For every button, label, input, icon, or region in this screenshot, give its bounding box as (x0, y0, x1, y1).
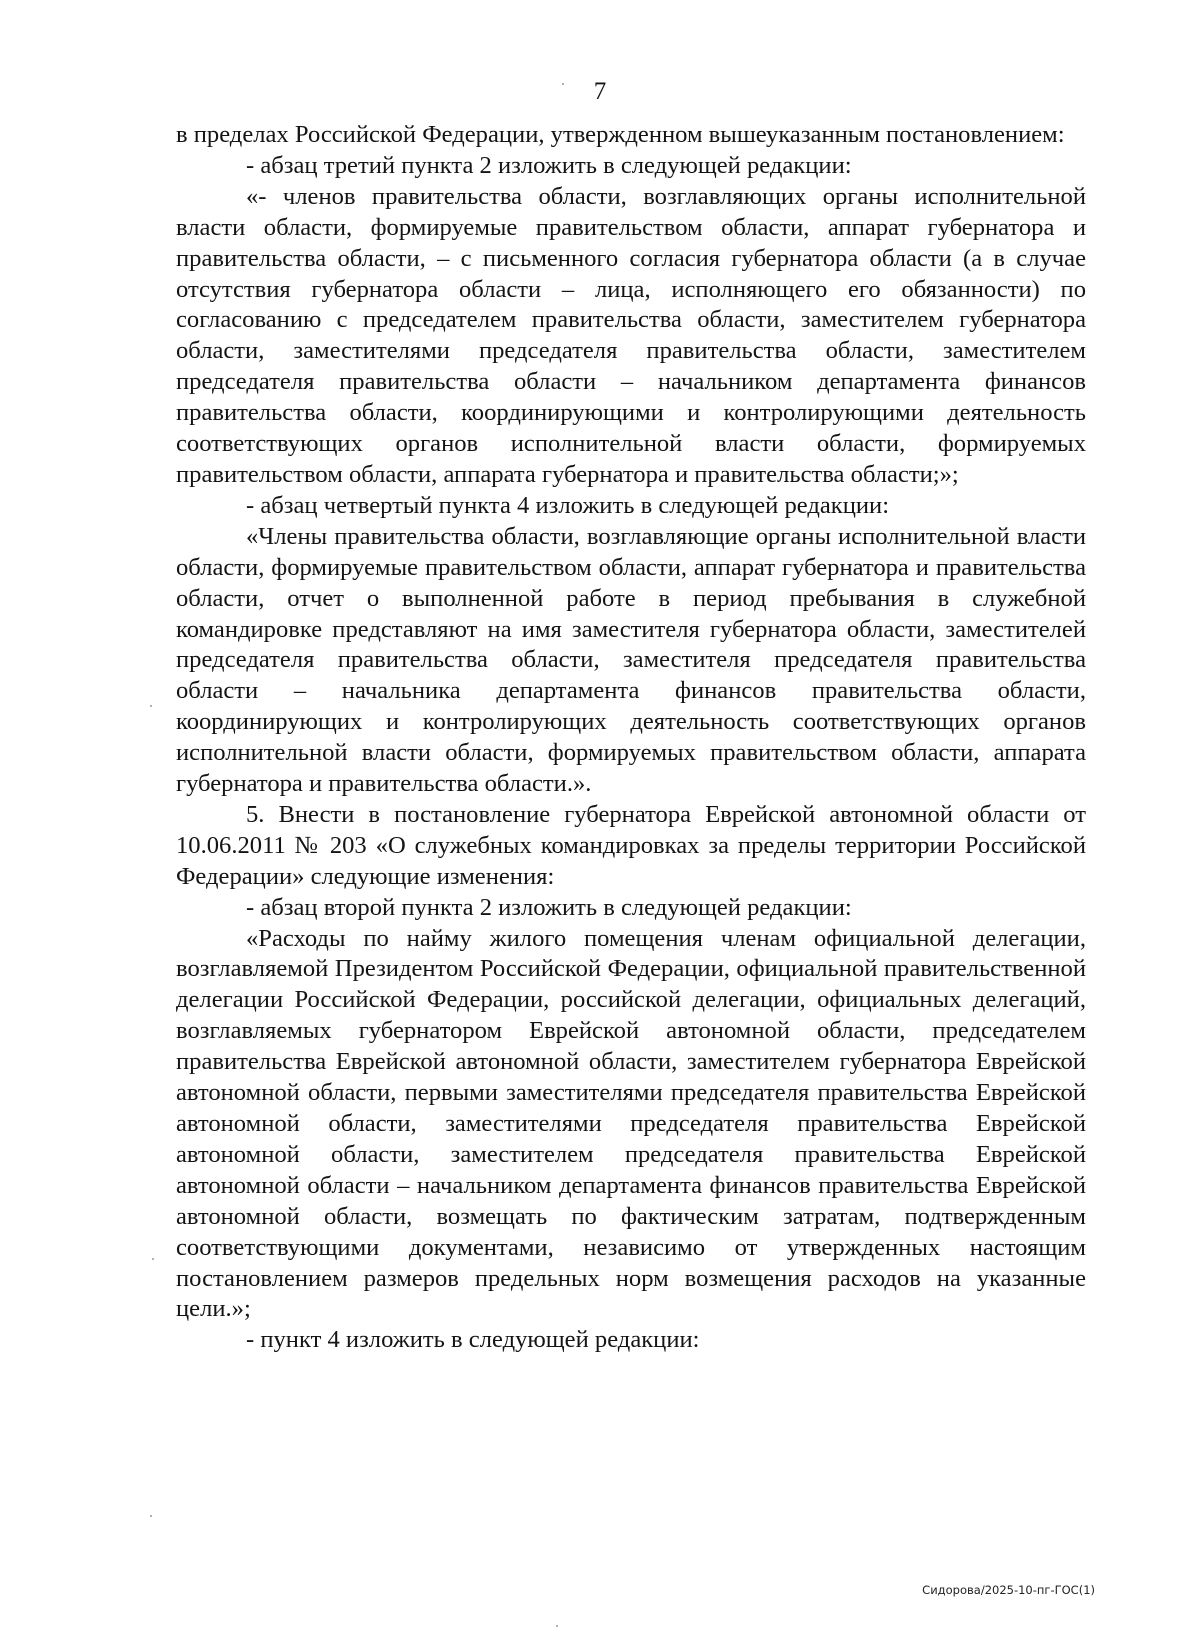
scan-speck (150, 1515, 152, 1517)
document-reference: Сидорова/2025-10-пг-ГОС(1) (922, 1583, 1095, 1597)
scan-speck (562, 83, 564, 85)
scan-speck (150, 705, 152, 707)
document-body (176, 120, 1086, 1356)
paragraph-continuation: в пределах Российской Федерации, утвержденном вышеуказанным постановлением: (176, 121, 1065, 148)
paragraph-numbered-clause: 5. Внести в постановление губернатора Еврейской автономной области от 10.06.2011 № 203 «О служебных командировках за пределы территории Российской Федерации» следующие изменения: (176, 800, 1086, 890)
paragraph-amendment-item: - пункт 4 изложить в следующей редакции: (246, 1326, 700, 1354)
paragraph-quoted-text: «- членов правительства области, возглавляющих органы исполнительной власти области, формируемые правительством области, аппарат губернатора и правительства области, – с письменного согласия губернатора области (а в случае отсутствия губернатора области – лица, исполняющего его обязанности) по согласованию с председателем правительства области, заместителем губернатора области, заместителями председателя правительства области, заместителем председателя правительства области – начальником департамента финансов правительства области, координирующими и контролирующими деятельность соответствующих органов исполнительной власти области, формируемых правительством области, аппарата губернатора и правительства области;»; (176, 182, 1086, 488)
scan-speck (556, 1625, 558, 1627)
scan-speck (152, 1258, 154, 1260)
paragraph-amendment-item: - абзац второй пункта 2 изложить в следующей редакции: (246, 893, 852, 921)
page-number: 7 (593, 78, 607, 105)
paragraph-quoted-text: «Расходы по найму жилого помещения членам официальной делегации, возглавляемой Президентом Российской Федерации, официальной правительственной делегации Российской Федерации, российской делегации, официальных делегаций, возглавляемых губернатором Еврейской автономной области, председателем правительства Еврейской автономной области, заместителем губернатора Еврейской автономной области, первыми заместителями председателя правительства Еврейской автономной области, заместителями председателя правительства Еврейской автономной области, заместителем председателя правительства Еврейской автономной области – начальником департамента финансов правительства Еврейской автономной области, возмещать по фактическим затратам, подтвержденным соответствующими документами, независимо от утвержденных настоящим постановлением размеров предельных норм возмещения расходов на указанные цели.»; (176, 924, 1086, 1323)
paragraph-quoted-text: «Члены правительства области, возглавляющие органы исполнительной власти области, формируемые правительством области, аппарат губернатора и правительства области, отчет о выполненной работе в период пребывания в служебной командировке представляют на имя заместителя губернатора области, заместителей председателя правительства области, заместителя председателя правительства области – начальника департамента финансов правительства области, координирующих и контролирующих деятельность соответствующих органов исполнительной власти области, формируемых правительством области, аппарата губернатора и правительства области.». (176, 522, 1086, 798)
paragraph-amendment-item: - абзац четвертый пункта 4 изложить в следующей редакции: (246, 491, 890, 519)
paragraph-amendment-item: - абзац третий пункта 2 изложить в следующей редакции: (246, 151, 852, 179)
